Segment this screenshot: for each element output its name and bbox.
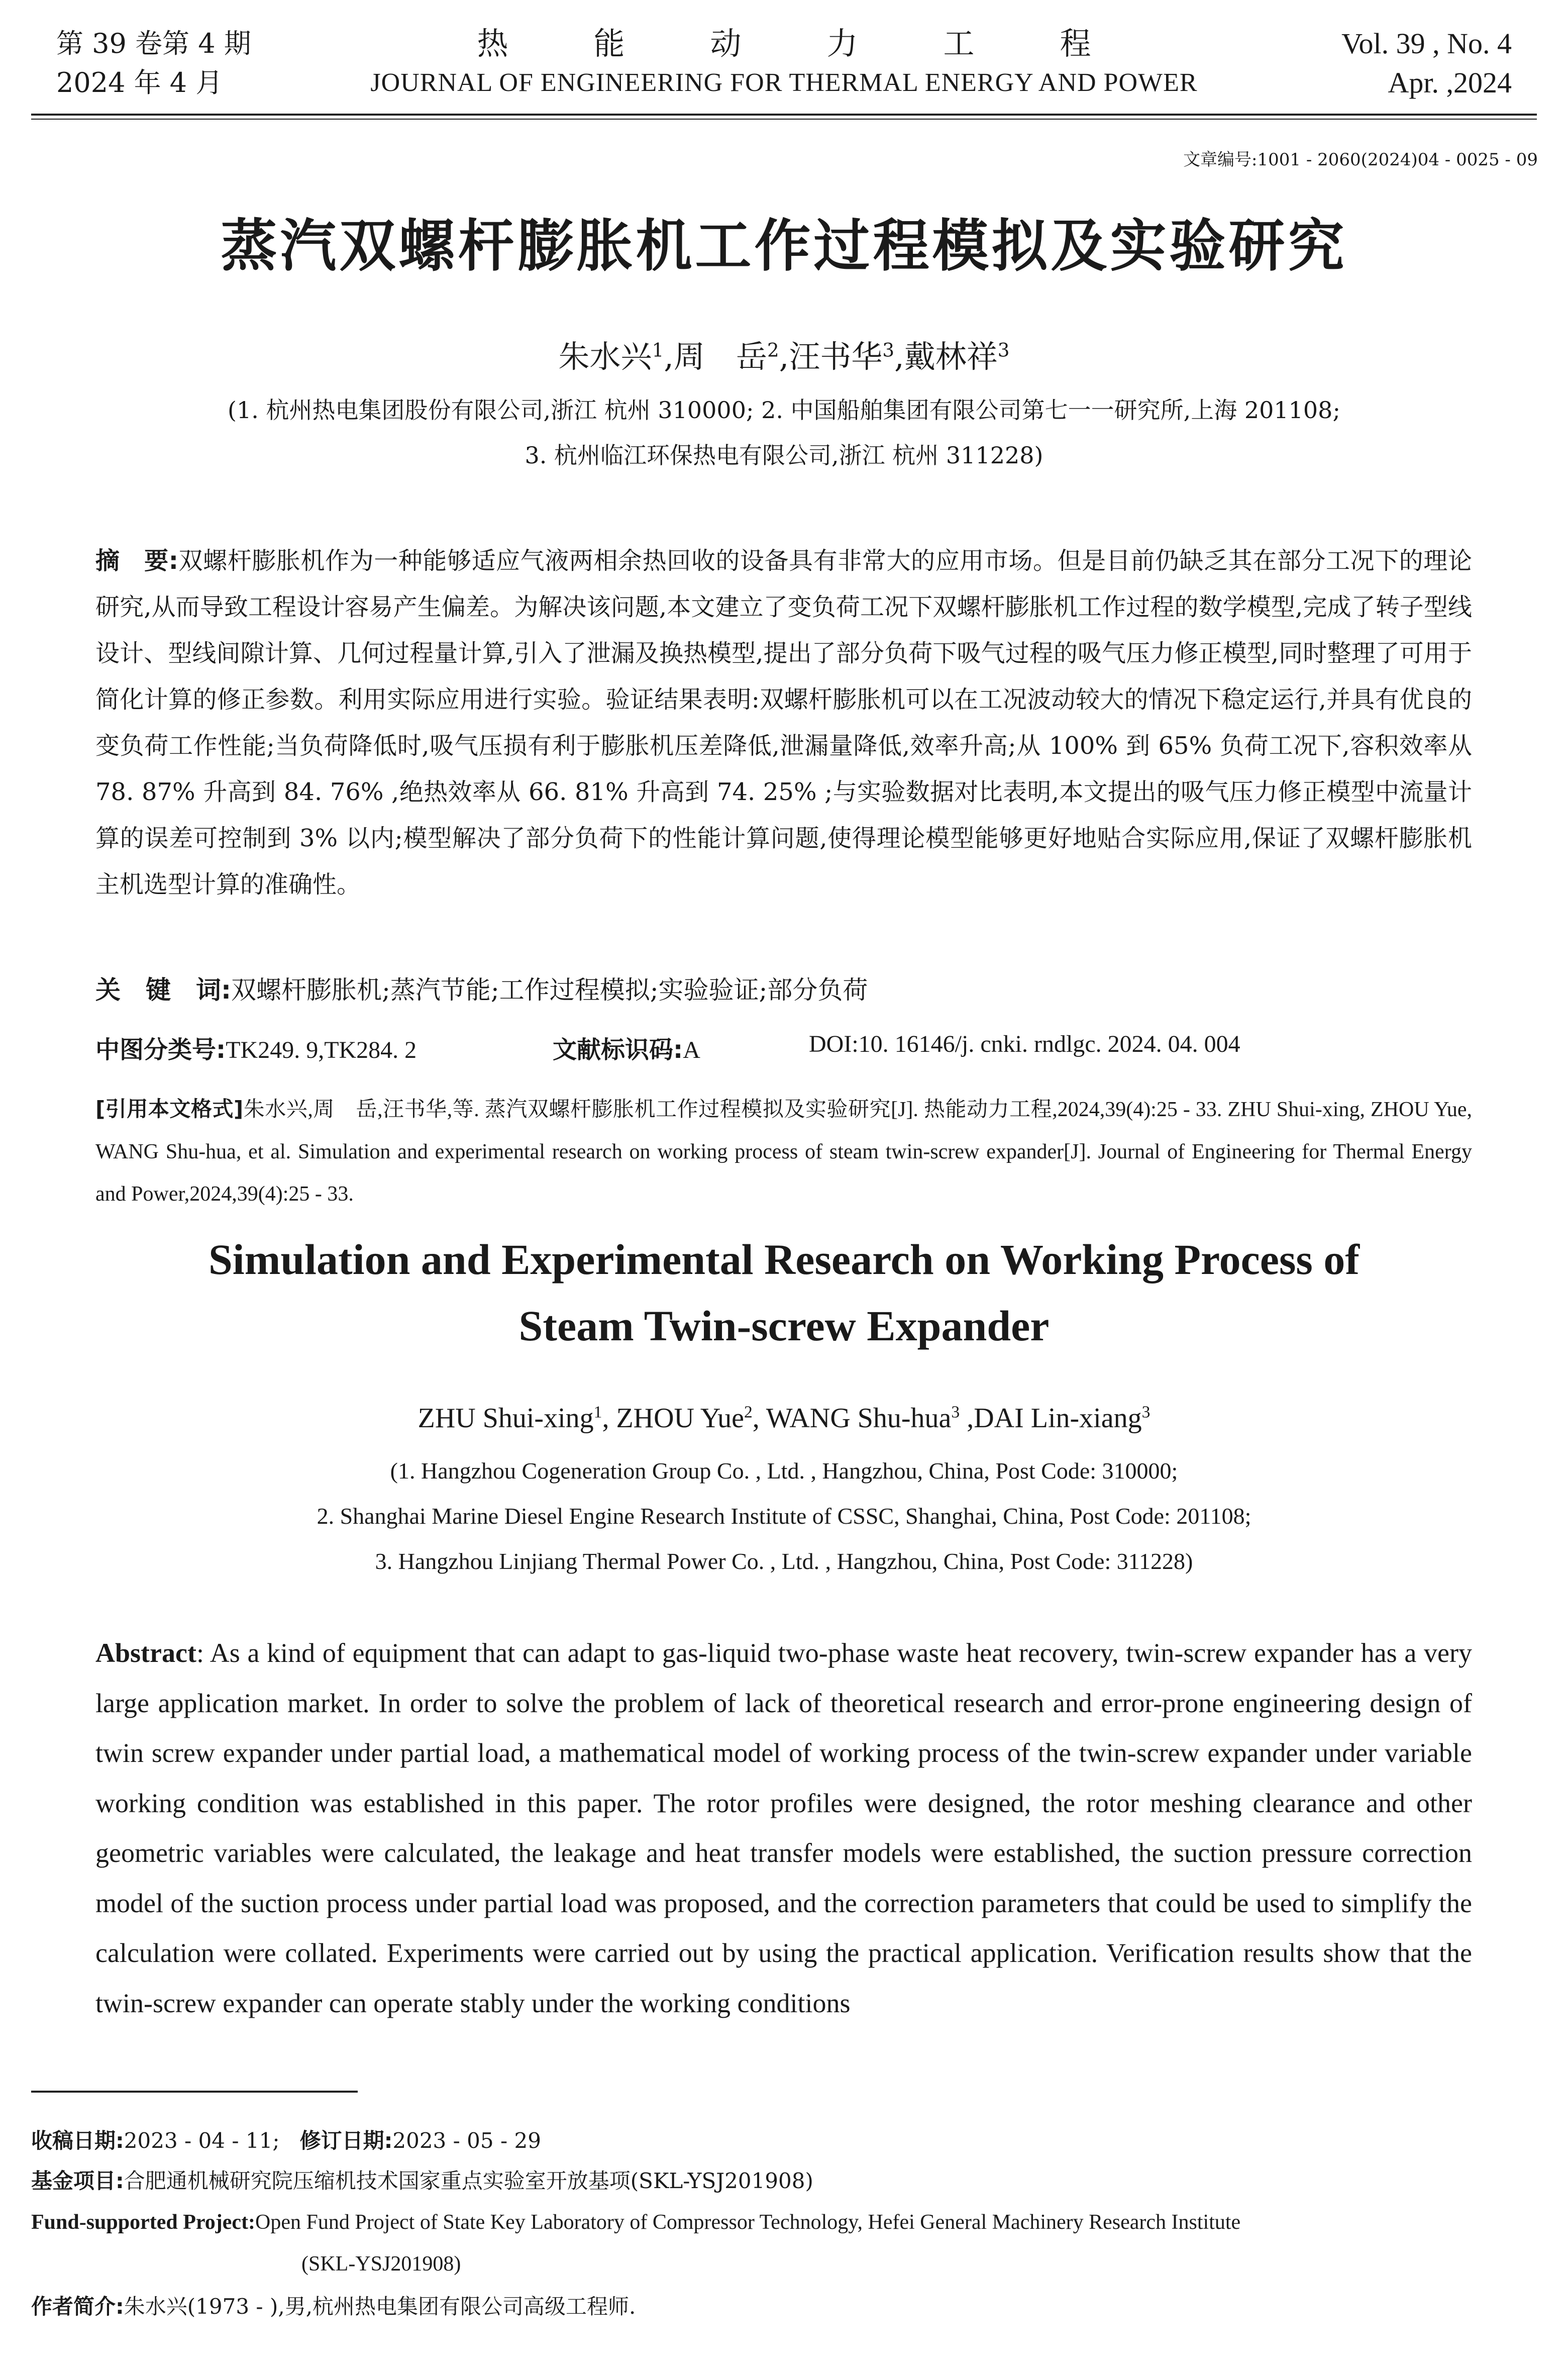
authors-cn [0, 332, 1568, 376]
author-bio-value: 朱水兴(1973 - ),男,杭州热电集团有限公司高级工程师. [124, 2294, 636, 2319]
doi: DOI:10. 16146/j. cnki. rndlgc. 2024. 04. 004 [809, 1031, 1240, 1057]
clc-value: TK249. 9,TK284. 2 [226, 1037, 417, 1063]
en-author-separator: , [752, 1403, 766, 1434]
affiliation-cn-line-2: 3. 杭州临江环保热电有限公司,浙江 杭州 311228) [525, 442, 1043, 469]
en-author-name: DAI Lin-xiang [974, 1403, 1142, 1434]
article-number: 文章编号:1001 - 2060(2024)04 - 0025 - 09 [1183, 150, 1538, 170]
revised-value: 2023 - 05 - 29 [392, 2128, 541, 2153]
affiliation-en-line-1: (1. Hangzhou Cogeneration Group Co. , Ltd. , Hangzhou, China, Post Code: 310000; [390, 1458, 1178, 1484]
date-en: Apr. ,2024 [1388, 66, 1512, 99]
en-author-affiliation-mark: 1 [593, 1403, 602, 1422]
fund-cn-label: 基金项目: [31, 2169, 124, 2193]
en-author-affiliation-mark: 3 [951, 1403, 960, 1422]
title-cn: 蒸汽双螺杆膨胀机工作过程模拟及实验研究 [221, 214, 1347, 279]
author-bio [31, 2292, 636, 2322]
keywords-cn-text: 双螺杆膨胀机;蒸汽节能;工作过程模拟;实验验证;部分负荷 [231, 975, 868, 1005]
fund-en-code: (SKL-YSJ201908) [301, 2252, 461, 2276]
cn-author-affiliation-mark: 3 [882, 339, 895, 361]
cn-author-name: 周 岳 [673, 338, 767, 375]
en-author-separator: , [960, 1403, 974, 1434]
abstract-cn [95, 538, 1472, 908]
revised-label: 修订日期: [299, 2128, 393, 2153]
title-en-line-2: Steam Twin-screw Expander [518, 1302, 1050, 1350]
document-code [553, 1030, 700, 1065]
clc-number [95, 1030, 416, 1065]
volume-en: Vol. 39 , No. 4 [1341, 27, 1512, 60]
header-rule-top [31, 114, 1537, 116]
fund-cn [31, 2166, 813, 2196]
cn-author-name: 汪书华 [789, 338, 883, 375]
footnote-rule [31, 2091, 358, 2093]
cn-author-affiliation-mark: 2 [767, 339, 779, 361]
affiliation-en-line-3: 3. Hangzhou Linjiang Thermal Power Co. , Ltd. , Hangzhou, China, Post Code: 311228) [375, 1548, 1193, 1574]
date-cn: 2024 年 4 月 [56, 67, 223, 99]
citation-text: 朱水兴,周 岳,汪书华,等. 蒸汽双螺杆膨胀机工作过程模拟及实验研究[J]. 热能动力工程,2024,39(4):25 - 33. ZHU Shui-xing, ZHOU Yue, WANG Shu-hua, et al. Simulation and experimental research on working process of steam twin-screw expander[J]. Journal of Engineering for Thermal Energy and Power,2024,39(4):25 - 33. [95, 1098, 1472, 1206]
en-author-affiliation-mark: 2 [744, 1403, 753, 1422]
abstract-cn-label: 摘 要: [95, 547, 178, 575]
fund-en [31, 2207, 1240, 2237]
affiliation-en-line-2: 2. Shanghai Marine Diesel Engine Research Institute of CSSC, Shanghai, China, Post Code: 201108; [317, 1503, 1251, 1529]
fund-en-value: Open Fund Project of State Key Laboratory of Compressor Technology, Hefei General Machinery Research Institute [255, 2211, 1241, 2234]
received-label: 收稿日期: [31, 2128, 124, 2153]
cn-author-separator: , [664, 338, 674, 375]
authors-en [0, 1402, 1568, 1434]
issue-info-en [1341, 24, 1512, 103]
journal-name-en: JOURNAL OF ENGINEERING FOR THERMAL ENERGY AND POWER [370, 68, 1198, 97]
received-dates [31, 2126, 541, 2156]
title-en-line-1: Simulation and Experimental Research on Working Process of [208, 1235, 1360, 1284]
keywords-cn [95, 970, 868, 1006]
en-author-name: WANG Shu-hua [766, 1403, 952, 1434]
title-en [0, 1226, 1568, 1359]
journal-name [0, 24, 1568, 103]
abstract-en-text: As a kind of equipment that can adapt to gas-liquid two-phase waste heat recovery, twin-screw expander has a very large application market. In order to solve the problem of lack of theoretical research and error-prone engineering design of twin screw expander under partial load, a mathematical model of working process of the twin-screw expander under variable working condition was established in this paper. The rotor profiles were designed, the rotor meshing clearance and other geometric variables were calculated, the leakage and heat transfer models were established, the suction pressure correction model of the suction process under partial load was proposed, and the correction parameters that could be used to simplify the calculation were collated. Experiments were carried out by using the practical application. Verification results show that the twin-screw expander can operate stably under the working conditions [95, 1638, 1472, 2018]
cn-author-separator: , [779, 338, 789, 375]
en-author-affiliation-mark: 3 [1141, 1403, 1151, 1422]
en-author-name: ZHOU Yue [616, 1403, 744, 1434]
abstract-en-separator: : [196, 1638, 210, 1668]
journal-name-cn: 热能动力工程 [477, 25, 1177, 62]
clc-label: 中图分类号: [95, 1036, 226, 1064]
fund-en-label: Fund-supported Project: [31, 2211, 256, 2234]
document-code-label: 文献标识码: [553, 1036, 683, 1064]
cn-author-affiliation-mark: 1 [652, 339, 664, 361]
fund-cn-value: 合肥通机械研究院压缩机技术国家重点实验室开放基项(SKL-YSJ201908) [124, 2169, 813, 2193]
header-rule-bottom [31, 119, 1537, 120]
abstract-cn-text: 双螺杆膨胀机作为一种能够适应气液两相余热回收的设备具有非常大的应用市场。但是目前仍缺乏其在部分工况下的理论研究,从而导致工程设计容易产生偏差。为解决该问题,本文建立了变负荷工况下双螺杆膨胀机工作过程的数学模型,完成了转子型线设计、型线间隙计算、几何过程量计算,引入了泄漏及换热模型,提出了部分负荷下吸气过程的吸气压力修正模型,同时整理了可用于简化计算的修正参数。利用实际应用进行实验。验证结果表明:双螺杆膨胀机可以在工况波动较大的情况下稳定运行,并具有优良的变负荷工作性能;当负荷降低时,吸气压损有利于膨胀机压差降低,泄漏量降低,效率升高;从 100% 到 65% 负荷工况下,容积效率从 78. 87% 升高到 84. 76% ,绝热效率从 66. 81% 升高到 74. 25% ;与实验数据对比表明,本文提出的吸气压力修正模型中流量计算的误差可控制到 3% 以内;模型解决了部分负荷下的性能计算问题,使得理论模型能够更好地贴合实际应用,保证了双螺杆膨胀机主机选型计算的准确性。 [95, 547, 1472, 899]
cn-author-name: 戴林祥 [904, 338, 998, 375]
author-bio-label: 作者简介: [31, 2294, 124, 2319]
abstract-en-label: Abstract [95, 1638, 196, 1668]
citation-label: [引用本文格式] [95, 1097, 244, 1121]
volume-cn: 第 39 卷第 4 期 [56, 28, 251, 59]
received-value: 2023 - 04 - 11; [124, 2128, 280, 2153]
document-code-value: A [683, 1037, 700, 1063]
en-author-separator: , [602, 1403, 616, 1434]
cn-author-separator: , [894, 338, 904, 375]
en-author-name: ZHU Shui-xing [417, 1403, 594, 1434]
cn-author-affiliation-mark: 3 [997, 339, 1010, 361]
keywords-cn-label: 关 键 词: [95, 975, 231, 1005]
cn-author-name: 朱水兴 [558, 338, 652, 375]
citation [95, 1088, 1472, 1215]
affiliation-cn-line-1: (1. 杭州热电集团股份有限公司,浙江 杭州 310000; 2. 中国船舶集团有限公司第七一一研究所,上海 201108; [228, 397, 1340, 424]
abstract-en [95, 1628, 1472, 2028]
